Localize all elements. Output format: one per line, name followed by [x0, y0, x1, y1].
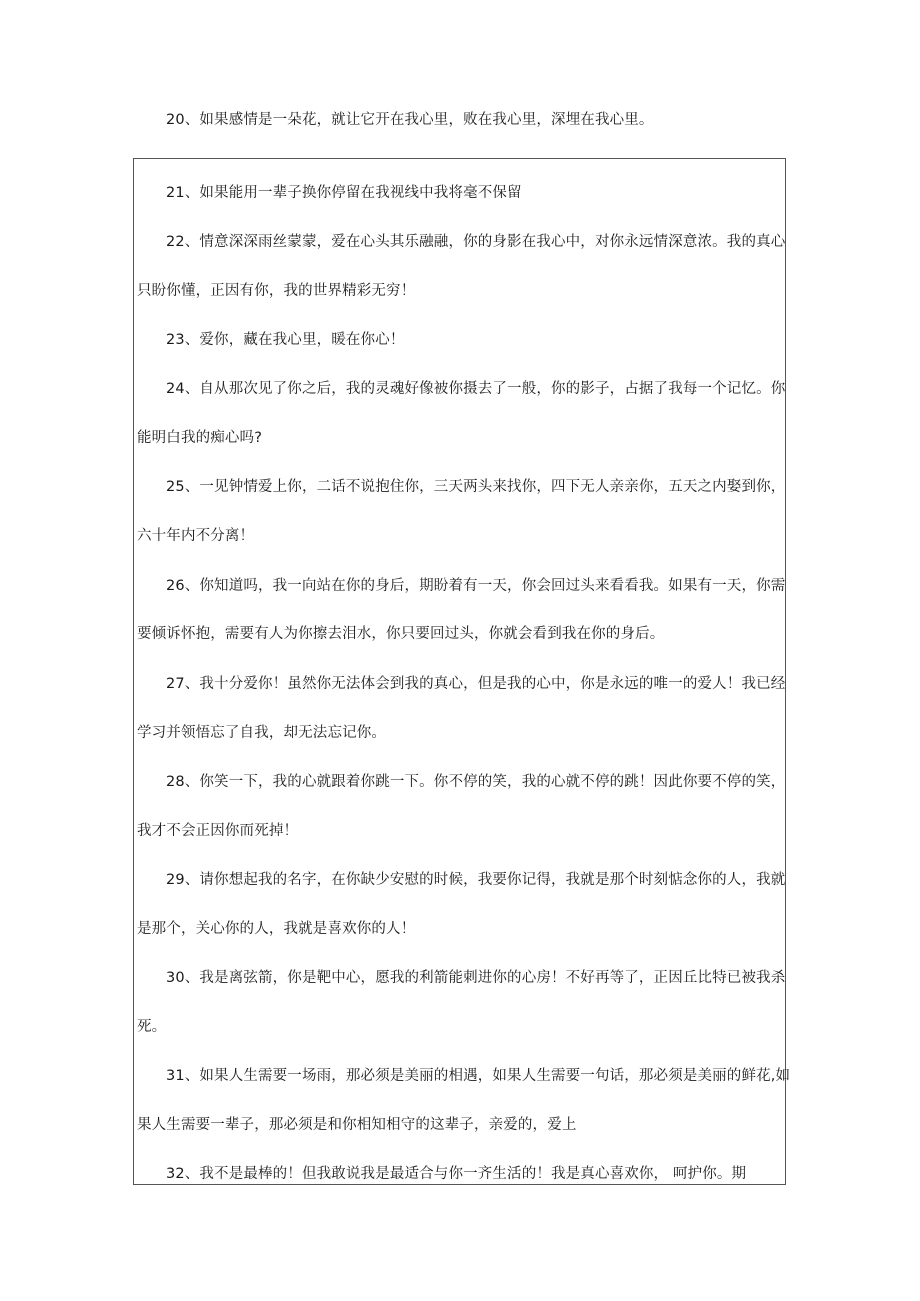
entry-24-line-1: 24、自从那次见了你之后，我的灵魂好像被你摄去了一般，你的影子，占据了我每一个记忆。你: [166, 381, 786, 397]
entry-22-line-1: 22、情意深深雨丝蒙蒙，爱在心头其乐融融，你的身影在我心中，对你永远情深意浓。我的真心: [166, 234, 786, 250]
entry-28-line-1: 28、你笑一下，我的心就跟着你跳一下。你不停的笑，我的心就不停的跳！因此你要不停的笑，: [166, 774, 786, 790]
entry-26-line-1: 26、你知道吗，我一向站在你的身后，期盼着有一天，你会回过头来看看我。如果有一天，你需: [166, 578, 786, 594]
entry-25-line-1: 25、一见钟情爱上你，二话不说抱住你，三天两头来找你，四下无人亲亲你，五天之内娶到你，: [166, 479, 786, 495]
entry-31-line-2: 果人生需要一辈子，那必须是和你相知相守的这辈子，亲爱的，爱上: [137, 1117, 577, 1133]
entry-32-line-1: 32、我不是最棒的！但我敢说我是最适合与你一齐生活的！我是真心喜欢你， 呵护你。期: [166, 1166, 747, 1182]
entry-27-line-2: 学习并领悟忘了自我，却无法忘记你。: [137, 725, 387, 741]
entry-23-line-1: 23、爱你，藏在我心里，暖在你心！: [166, 332, 405, 348]
entry-31-line-1: 31、如果人生需要一场雨，那必须是美丽的相遇，如果人生需要一句话，那必须是美丽的鲜花,如: [166, 1068, 791, 1084]
entry-25-line-2: 六十年内不分离！: [137, 528, 255, 544]
entry-29-line-1: 29、请你想起我的名字，在你缺少安慰的时候，我要你记得，我就是那个时刻惦念你的人，我就: [166, 872, 786, 888]
entry-30-line-1: 30、我是离弦箭，你是靶中心，愿我的利箭能刺进你的心房！不好再等了，正因丘比特已被我杀: [166, 970, 786, 986]
entry-26-line-2: 要倾诉怀抱，需要有人为你擦去泪水，你只要回过头，你就会看到我在你的身后。: [137, 626, 665, 642]
entry-20-text: 20、如果感情是一朵花，就让它开在我心里，败在我心里，深埋在我心里。: [166, 112, 654, 128]
entry-22-line-2: 只盼你懂，正因有你，我的世界精彩无穷！: [137, 283, 416, 299]
entry-27-line-1: 27、我十分爱你！虽然你无法体会到我的真心，但是我的心中，你是永远的唯一的爱人！我已经: [166, 676, 786, 692]
entry-29-line-2: 是那个，关心你的人，我就是喜欢你的人！: [137, 921, 416, 937]
entry-24-line-2: 能明白我的痴心吗?: [137, 430, 263, 446]
entry-21-line-1: 21、如果能用一辈子换你停留在我视线中我将毫不保留: [166, 185, 522, 201]
quote-box: [133, 158, 786, 1185]
entry-30-line-2: 死。: [137, 1019, 167, 1035]
entry-28-line-2: 我才不会正因你而死掉！: [137, 823, 299, 839]
